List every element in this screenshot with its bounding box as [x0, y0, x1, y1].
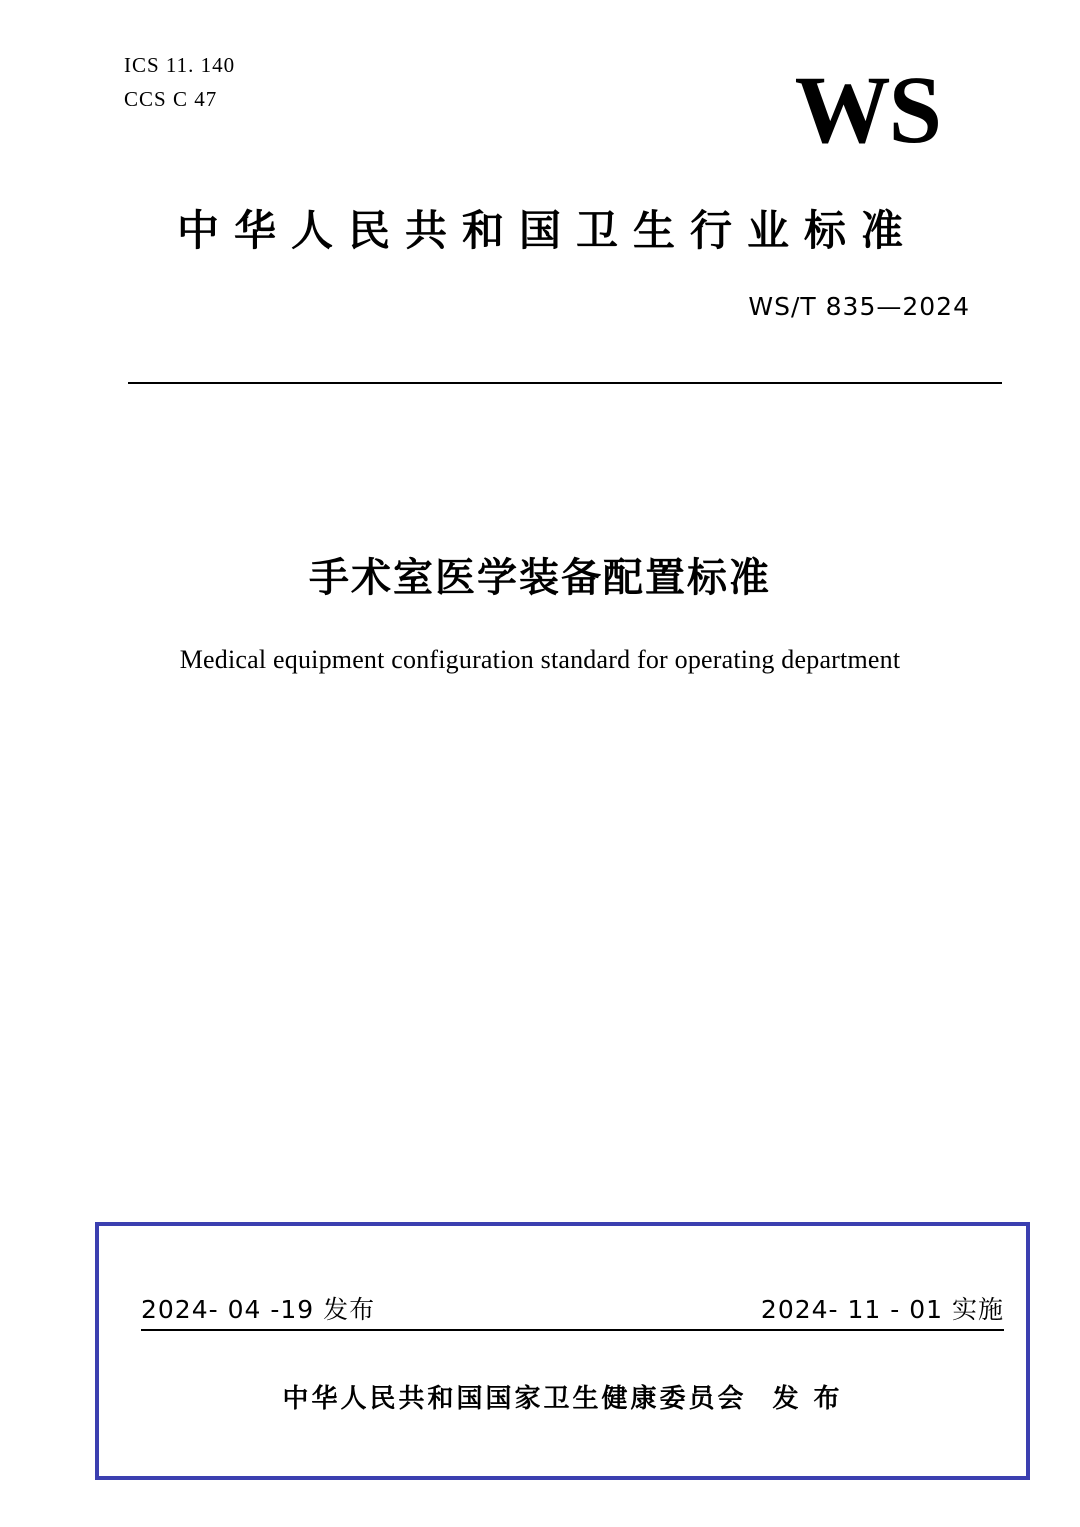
publication-info-frame: [95, 1222, 1030, 1480]
classification-codes: [124, 48, 235, 116]
ws-logo-mark: WS: [794, 56, 940, 163]
issue-date: 2024- 04 -19 发布: [141, 1295, 376, 1324]
horizontal-rule: [128, 382, 1002, 384]
document-title-english: Medical equipment configuration standard for operating department: [179, 645, 901, 674]
issuer-name: 中华人民共和国国家卫生健康委员会: [282, 1384, 747, 1414]
dates-row: [141, 1290, 1004, 1326]
effective-date: 2024- 11 - 01 实施: [760, 1295, 1004, 1324]
issuer-action: 发 布: [772, 1384, 843, 1414]
dates-underline: [141, 1329, 1004, 1331]
document-title-chinese: 手术室医学装备配置标准: [309, 555, 771, 601]
ics-code: ICS 11. 140: [124, 53, 236, 77]
ccs-code: CCS C 47: [124, 87, 218, 111]
issuer-line: [99, 1378, 1026, 1415]
standard-number: WS/T 835—2024: [748, 292, 970, 321]
national-standard-title: 中华人民共和国卫生行业标准: [176, 206, 918, 255]
